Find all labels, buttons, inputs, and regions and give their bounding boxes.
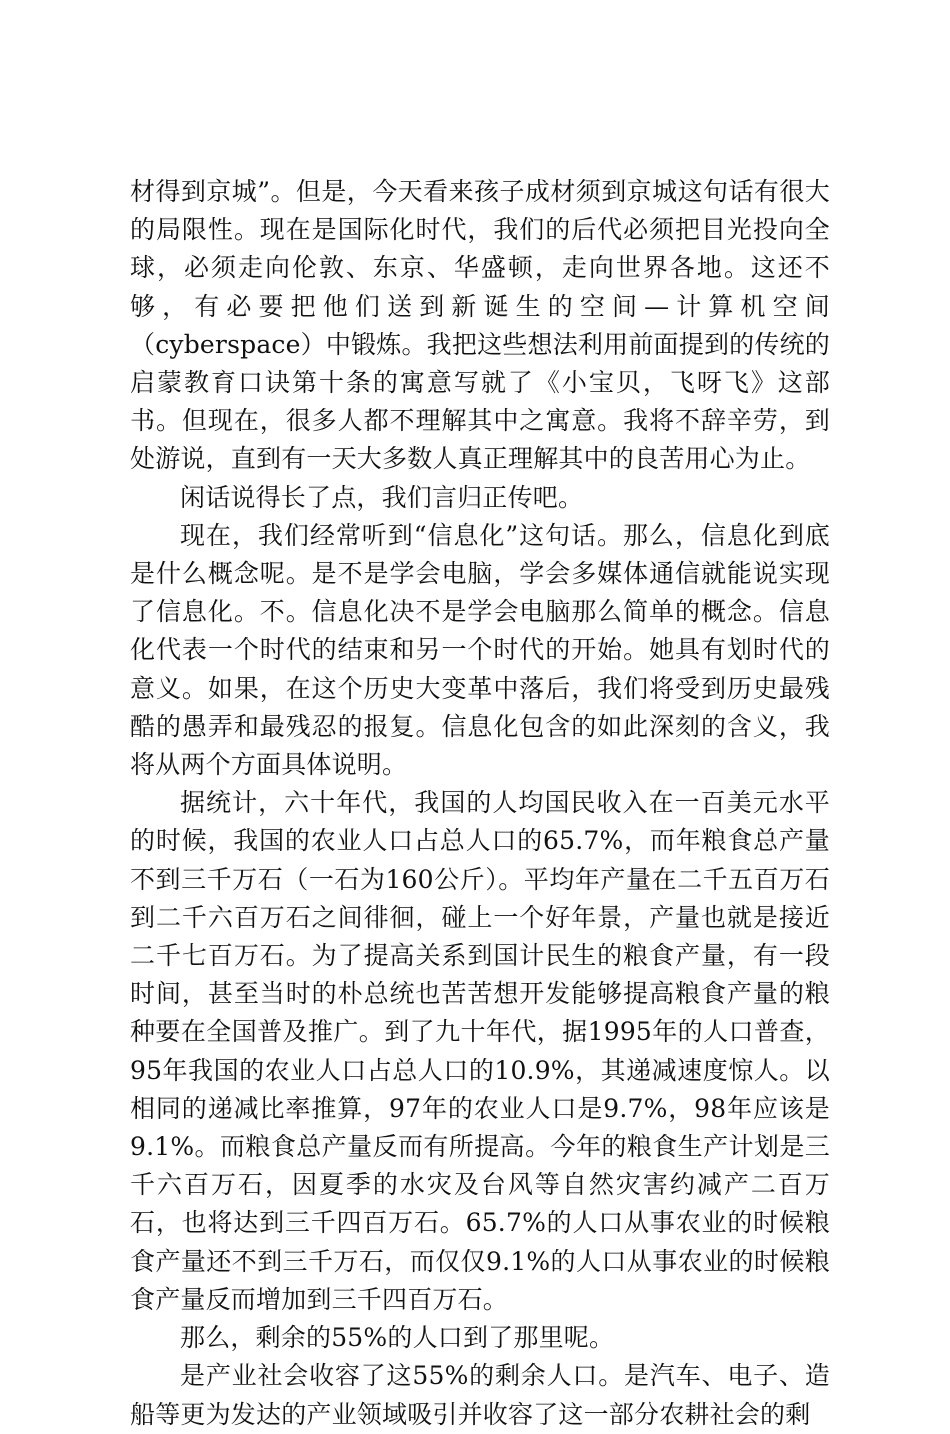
paragraph-4: 据统计，六十年代，我国的人均国民收入在一百美元水平的时候，我国的农业人口占总人口的65.7%，而年粮食总产量不到三千万石（一石为160公斤）。平均年产量在二千五百万石到二千六百万石之间徘徊，碰上一个好年景，产量也就是接近二千七百万石。为了提高关系到国计民生的粮食产量，有一段时间，甚至当时的朴总统也苦苦想开发能够提高粮食产量的粮种要在全国普及推广。到了九十年代，据1995年的人口普查，95年我国的农业人口占总人口的10.9%，其递减速度惊人。以相同的递减比率推算，97年的农业人口是9.7%，98年应该是9.1%。而粮食总产量反而有所提高。今年的粮食生产计划是三千六百万石，因夏季的水灾及台风等自然灾害约减产二百万石，也将达到三千四百万石。65.7%的人口从事农业的时候粮食产量还不到三千万石，而仅仅9.1%的人口从事农业的时候粮食产量反而增加到三千四百万石。 [130,788,830,1314]
body-text [130,173,830,1434]
paragraph-6: 是产业社会收容了这55%的剩余人口。是汽车、电子、造船等更为发达的产业领域吸引并收容了这一部分农耕社会的剩 [130,1361,830,1429]
paragraph-5: 那么，剩余的55%的人口到了那里呢。 [180,1323,615,1353]
paragraph-1: 材得到京城”。但是，今天看来孩子成材须到京城这句话有很大的局限性。现在是国际化时代，我们的后代必须把目光投向全球，必须走向伦敦、东京、华盛顿，走向世界各地。这还不够，有必要把他们送到新诞生的空间—计算机空间（cyberspace）中锻炼。我把这些想法利用前面提到的传统的启蒙教育口诀第十条的寓意写就了《小宝贝，飞呀飞》这部书。但现在，很多人都不理解其中之寓意。我将不辞辛劳，到处游说，直到有一天大多数人真正理解其中的良苦用心为止。 [130,177,830,474]
paragraph-2: 闲话说得长了点，我们言归正传吧。 [180,482,584,512]
paragraph-3: 现在，我们经常听到“信息化”这句话。那么，信息化到底是什么概念呢。是不是学会电脑，学会多媒体通信就能说实现了信息化。不。信息化决不是学会电脑那么简单的概念。信息化代表一个时代的结束和另一个时代的开始。她具有划时代的意义。如果，在这个历史大变革中落后，我们将受到历史最残酷的愚弄和最残忍的报复。信息化包含的如此深刻的含义，我将从两个方面具体说明。 [130,520,830,780]
